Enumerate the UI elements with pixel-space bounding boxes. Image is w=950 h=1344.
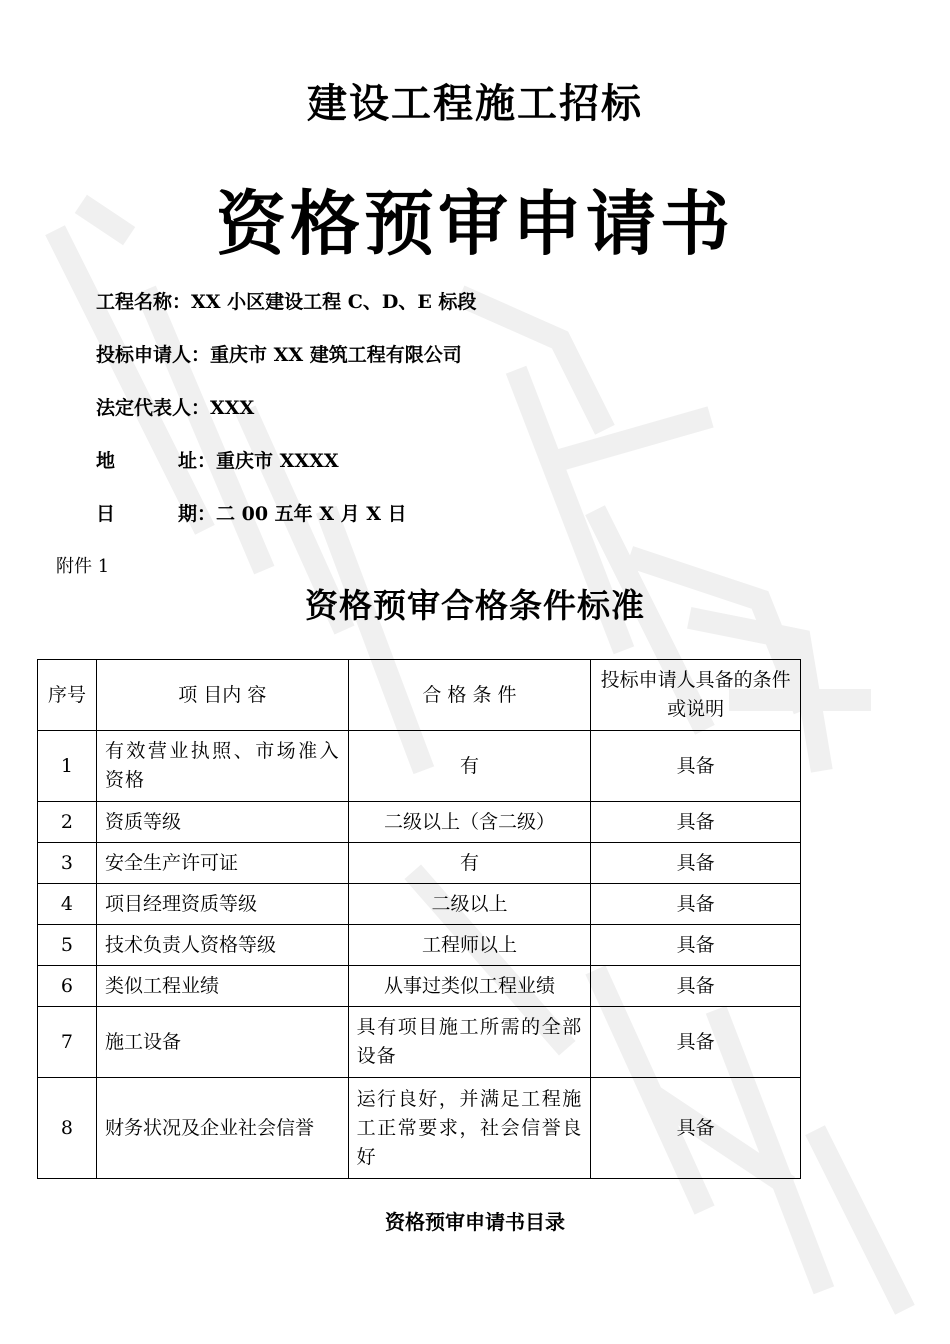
row-no: 3 xyxy=(38,843,97,884)
address-label-b: 址： xyxy=(178,450,217,472)
project-name-row xyxy=(96,287,476,314)
date-value: 二 00 五年 X 月 X 日 xyxy=(216,503,407,525)
row-status: 具备 xyxy=(591,1078,801,1179)
header-no: 序号 xyxy=(38,660,97,731)
date-label-b: 期： xyxy=(178,503,217,525)
row-no: 2 xyxy=(38,802,97,843)
address-label-a: 地 xyxy=(96,450,116,472)
legal-representative-label: 法定代表人： xyxy=(96,397,211,419)
project-name-label: 工程名称： xyxy=(96,291,192,313)
document-title-line2: 资格预审申请书 xyxy=(216,183,734,265)
date-label-a: 日 xyxy=(96,503,116,525)
row-item: 类似工程业绩 xyxy=(96,966,348,1007)
row-status: 具备 xyxy=(591,884,801,925)
table-of-contents-title: 资格预审申请书目录 xyxy=(385,1210,565,1234)
row-condition: 运行良好，并满足工程施工正常要求，社会信誉良好 xyxy=(348,1078,591,1179)
header-condition: 合 格 条 件 xyxy=(348,660,591,731)
row-item: 技术负责人资格等级 xyxy=(96,925,348,966)
row-condition: 二级以上 xyxy=(348,884,591,925)
row-item: 资质等级 xyxy=(96,802,348,843)
table-row xyxy=(38,1078,801,1179)
row-no: 4 xyxy=(38,884,97,925)
address-row xyxy=(96,446,339,473)
table-row xyxy=(38,966,801,1007)
attachment-label: 附件 1 xyxy=(56,556,110,577)
legal-representative-row xyxy=(96,393,254,420)
row-condition: 有 xyxy=(348,843,591,884)
address-value: 重庆市 XXXX xyxy=(216,450,339,472)
applicant-label: 投标申请人： xyxy=(96,344,211,366)
table-row xyxy=(38,884,801,925)
applicant-value: 重庆市 XX 建筑工程有限公司 xyxy=(210,344,462,366)
header-status: 投标申请人具备的条件或说明 xyxy=(591,660,801,731)
row-status: 具备 xyxy=(591,843,801,884)
table-header-row xyxy=(38,660,801,731)
row-status: 具备 xyxy=(591,731,801,802)
table-row xyxy=(38,843,801,884)
row-item: 施工设备 xyxy=(96,1007,348,1078)
row-status: 具备 xyxy=(591,1007,801,1078)
row-no: 5 xyxy=(38,925,97,966)
row-status: 具备 xyxy=(591,925,801,966)
row-condition: 有 xyxy=(348,731,591,802)
project-name-value: XX 小区建设工程 C、D、E 标段 xyxy=(191,291,477,313)
row-condition: 二级以上（含二级） xyxy=(348,802,591,843)
table-row xyxy=(38,731,801,802)
table-row xyxy=(38,802,801,843)
table-row xyxy=(38,1007,801,1078)
row-no: 6 xyxy=(38,966,97,1007)
document-title-line1: 建设工程施工招标 xyxy=(307,81,643,127)
row-condition: 工程师以上 xyxy=(348,925,591,966)
table-row xyxy=(38,925,801,966)
legal-representative-value: XXX xyxy=(210,397,255,419)
row-no: 7 xyxy=(38,1007,97,1078)
row-item: 有效营业执照、市场准入资格 xyxy=(96,731,348,802)
row-item: 项目经理资质等级 xyxy=(96,884,348,925)
row-status: 具备 xyxy=(591,802,801,843)
row-item: 安全生产许可证 xyxy=(96,843,348,884)
row-no: 1 xyxy=(38,731,97,802)
row-condition: 从事过类似工程业绩 xyxy=(348,966,591,1007)
qualification-table xyxy=(37,659,801,1179)
row-item: 财务状况及企业社会信誉 xyxy=(96,1078,348,1179)
header-item: 项 目内 容 xyxy=(96,660,348,731)
row-status: 具备 xyxy=(591,966,801,1007)
row-no: 8 xyxy=(38,1078,97,1179)
date-row xyxy=(96,499,407,526)
section-title: 资格预审合格条件标准 xyxy=(305,586,645,625)
applicant-row xyxy=(96,340,462,367)
row-condition: 具有项目施工所需的全部设备 xyxy=(348,1007,591,1078)
